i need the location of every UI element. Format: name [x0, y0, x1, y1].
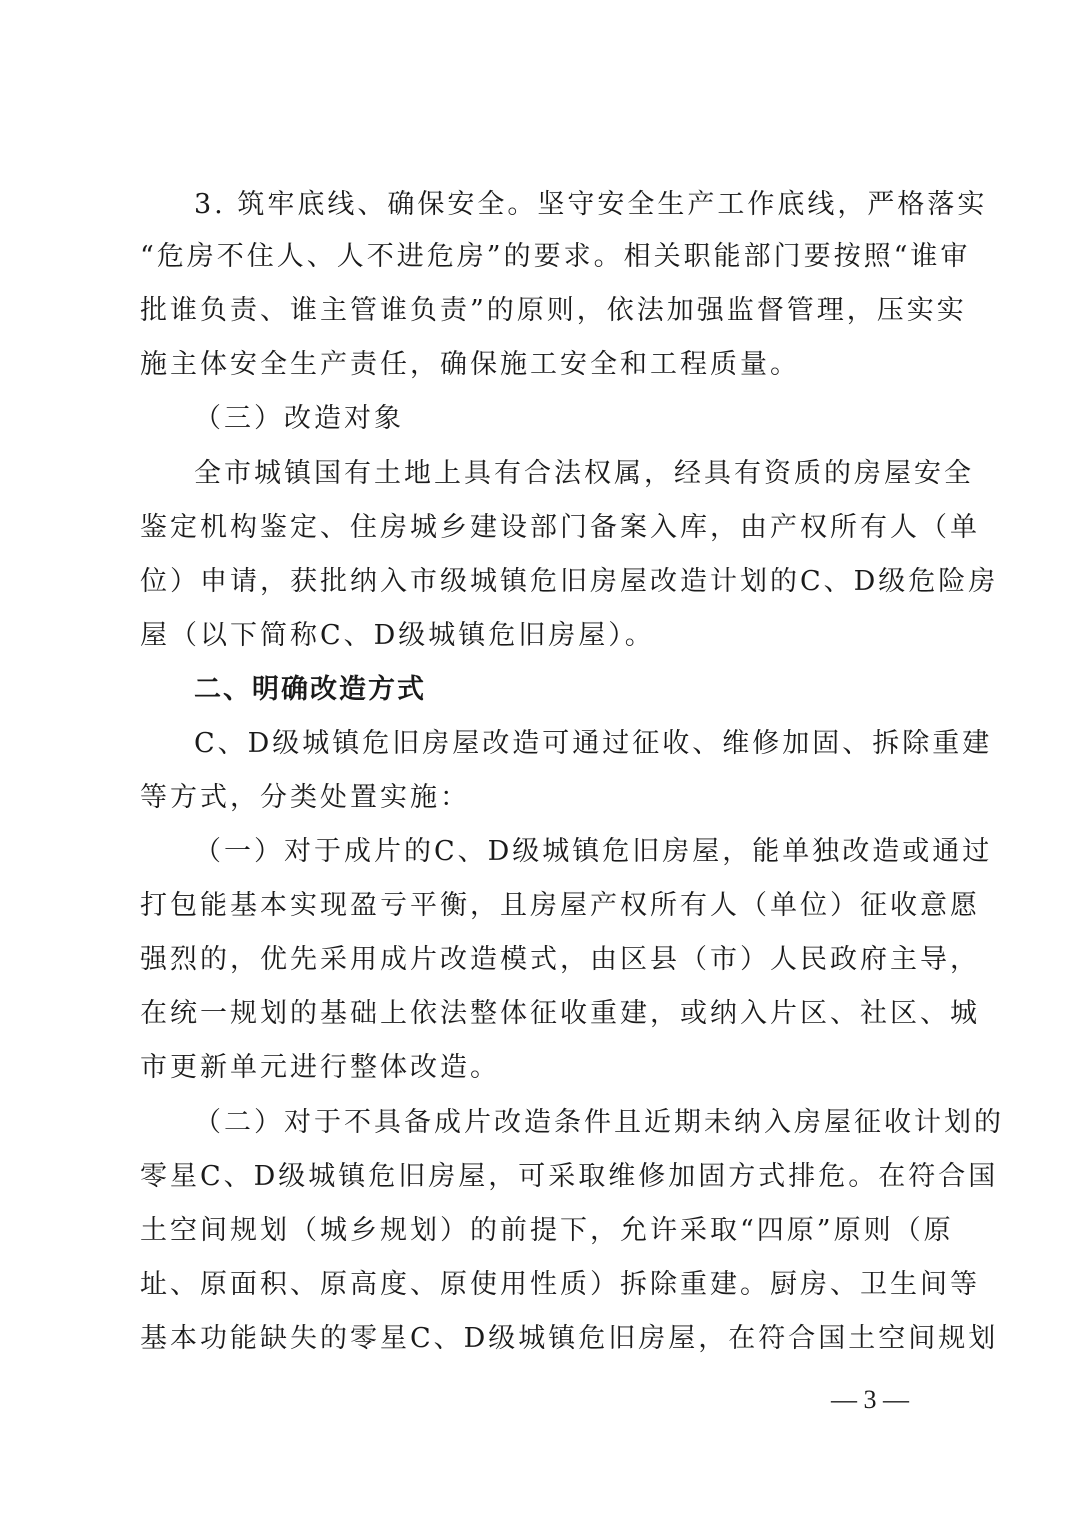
paragraph-line: 强烈的，优先采用成片改造模式，由区县（市）人民政府主导，: [140, 944, 980, 975]
page-number: — 3 —: [831, 1385, 909, 1414]
paragraph-line: 屋（以下简称C、D级城镇危旧房屋）。: [140, 620, 655, 651]
paragraph-line: 零星C、D级城镇危旧房屋，可采取维修加固方式排危。在符合国: [140, 1161, 999, 1192]
paragraph-line: 址、原面积、原高度、原使用性质）拆除重建。厨房、卫生间等: [140, 1269, 980, 1300]
paragraph-line: 土空间规划（城乡规划）的前提下，允许采取“四原”原则（原: [140, 1215, 954, 1246]
paragraph-line: 鉴定机构鉴定、住房城乡建设部门备案入库，由产权所有人（单: [140, 512, 980, 543]
section-heading: 二、明确改造方式: [194, 674, 426, 705]
section-subheading: （三）改造对象: [194, 403, 404, 434]
paragraph-line: 全市城镇国有土地上具有合法权属，经具有资质的房屋安全: [194, 458, 974, 489]
paragraph-line: 批谁负责、谁主管谁负责”的原则，依法加强监督管理，压实实: [140, 295, 967, 326]
paragraph-line: 施主体安全生产责任，确保施工安全和工程质量。: [140, 349, 800, 380]
paragraph-line: 在统一规划的基础上依法整体征收重建，或纳入片区、社区、城: [140, 998, 980, 1029]
paragraph-line: “危房不住人、人不进危房”的要求。相关职能部门要按照“谁审: [140, 241, 971, 272]
paragraph-line: 打包能基本实现盈亏平衡，且房屋产权所有人（单位）征收意愿: [140, 890, 980, 921]
paragraph-line: 基本功能缺失的零星C、D级城镇危旧房屋，在符合国土空间规划: [140, 1323, 999, 1354]
paragraph-line: C、D级城镇危旧房屋改造可通过征收、维修加固、拆除重建: [194, 728, 993, 759]
paragraph-line: （一）对于成片的C、D级城镇危旧房屋，能单独改造或通过: [194, 836, 993, 867]
paragraph-line: 位）申请，获批纳入市级城镇危旧房屋改造计划的C、D级危险房: [140, 566, 999, 597]
paragraph-line: 3. 筑牢底线、确保安全。坚守安全生产工作底线，严格落实: [194, 189, 988, 220]
paragraph-line: （二）对于不具备成片改造条件且近期未纳入房屋征收计划的: [194, 1107, 1004, 1138]
paragraph-line: 市更新单元进行整体改造。: [140, 1052, 500, 1083]
paragraph-line: 等方式，分类处置实施：: [140, 782, 470, 813]
